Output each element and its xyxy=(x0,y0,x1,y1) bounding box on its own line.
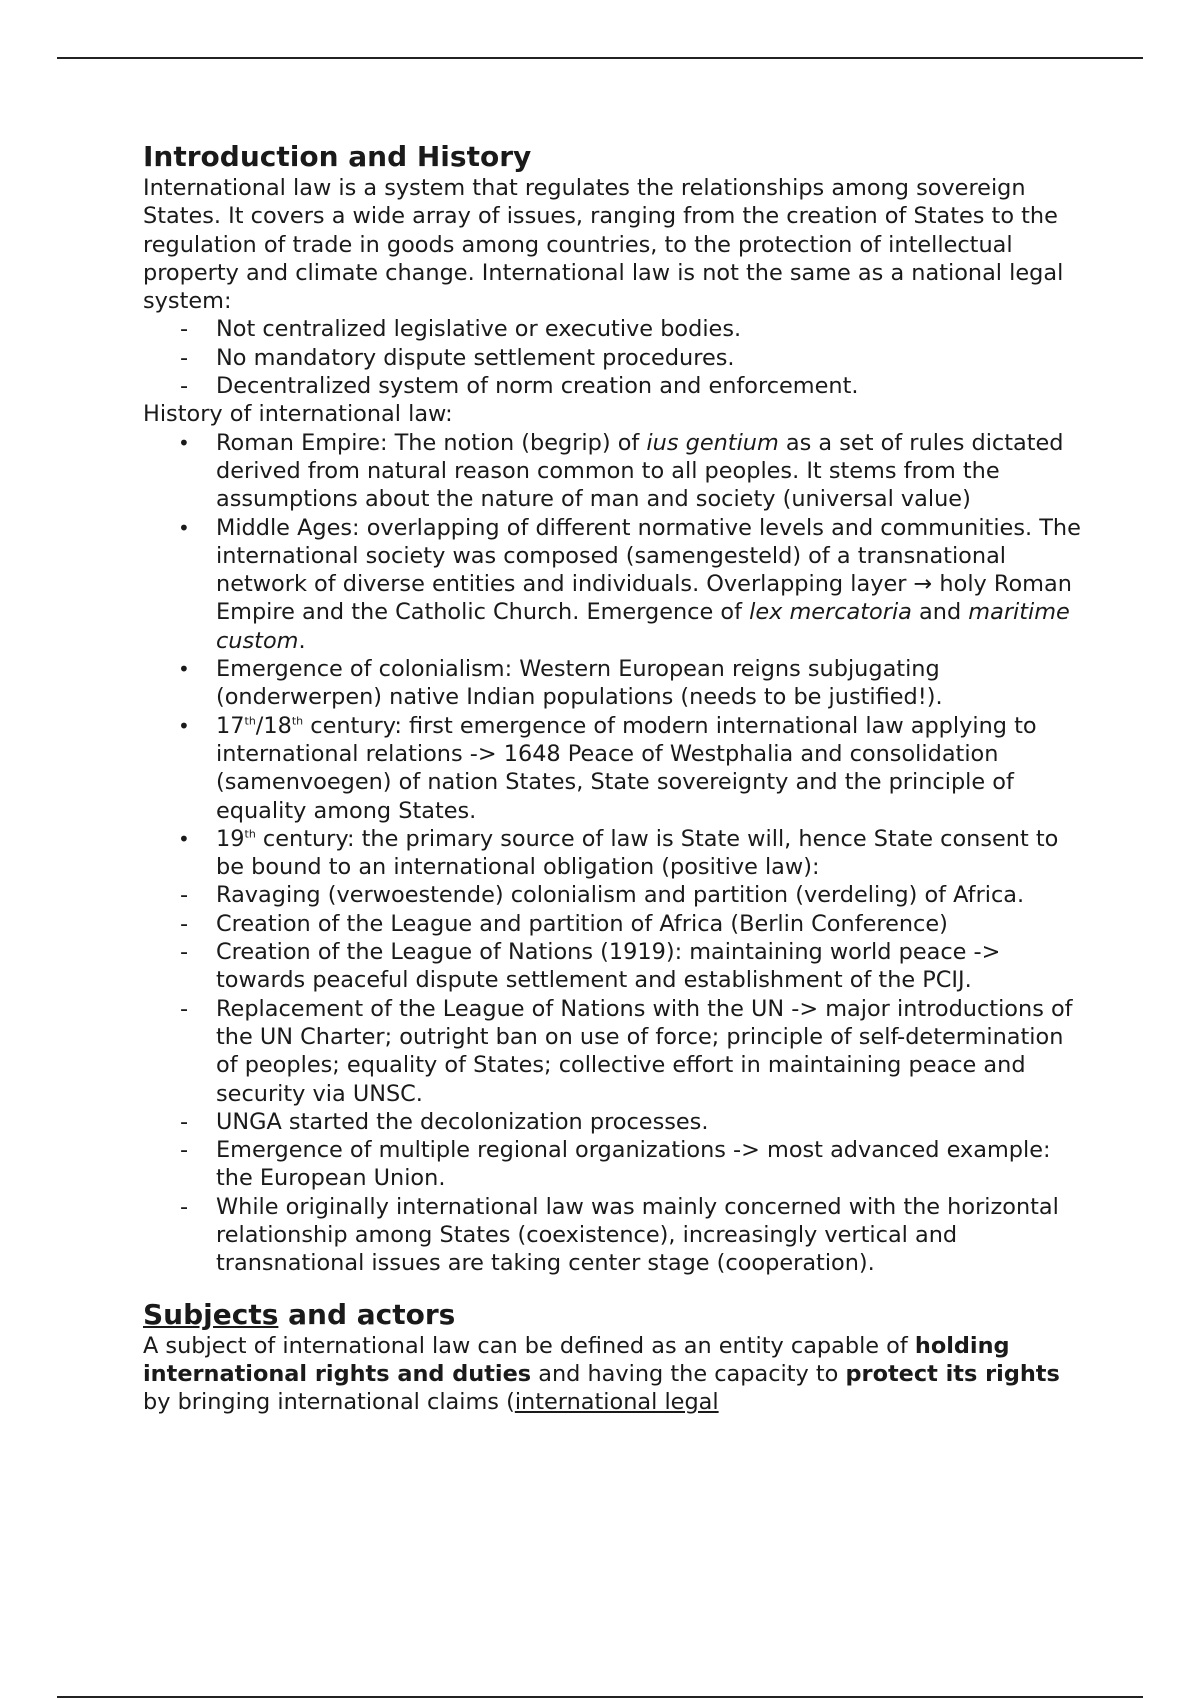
dash-marker: - xyxy=(180,995,189,1022)
text-run: as a set of rules dictated derived from natural reason common to all peoples. It stems from the assumptions about the nature of man and society (universal value) xyxy=(216,429,1064,513)
dash-marker: - xyxy=(180,910,189,937)
italic-term: maritime custom xyxy=(216,599,1070,654)
bullet-marker: • xyxy=(178,430,190,455)
list-item-text: No mandatory dispute settlement procedures. xyxy=(216,344,735,371)
list-item xyxy=(143,315,1083,343)
dash-marker: - xyxy=(180,1137,189,1164)
dash-marker: - xyxy=(180,316,189,343)
list-item-text: Replacement of the League of Nations with the UN -> major introductions of the UN Charter; outright ban on use of force; principle of self-determination of peoples; equality of States; collective effort in maintaining peace and security via UNSC. xyxy=(216,995,1073,1107)
text-run: 19 xyxy=(216,825,245,852)
dash-marker: - xyxy=(180,344,189,371)
dash-marker: - xyxy=(180,939,189,966)
history-label: History of international law: xyxy=(143,401,453,428)
bullet-roman-empire xyxy=(143,429,1083,514)
underlined-phrase: international legal xyxy=(514,1389,719,1416)
top-rule xyxy=(57,57,1143,59)
list-item xyxy=(143,1193,1083,1278)
subjects-paragraph xyxy=(143,1332,1083,1417)
list-item xyxy=(143,910,1083,938)
bullet-17th-18th-century xyxy=(143,712,1083,825)
bullet-marker: • xyxy=(178,826,190,851)
bottom-rule xyxy=(57,1696,1143,1698)
bullet-middle-ages xyxy=(143,514,1083,655)
list-item-text: Decentralized system of norm creation and enforcement. xyxy=(216,373,859,400)
list-item xyxy=(143,1136,1083,1193)
text-run: /18 xyxy=(255,712,292,739)
not-same-list xyxy=(143,315,1083,400)
text-run: and xyxy=(911,599,969,626)
superscript: th xyxy=(291,714,304,728)
list-item-text: Not centralized legislative or executive bodies. xyxy=(216,316,742,343)
list-item xyxy=(143,372,1083,400)
text-run: century: the primary source of law is State will, hence State consent to be bound to an international obligation (positive law): xyxy=(216,825,1059,881)
text-run: A subject of international law can be defined as an entity capable of xyxy=(143,1332,915,1359)
text-run: Middle Ages: overlapping of different normative levels and communities. The international society was composed (samengesteld) of a transnational network of diverse entities and individuals. Overlapping layer → holy Roman Empire and the Catholic Church. Emergence of xyxy=(216,514,1081,626)
bullet-marker: • xyxy=(178,657,190,682)
bullet-19th-century xyxy=(143,825,1083,882)
list-item xyxy=(143,938,1083,995)
list-item xyxy=(143,995,1083,1108)
list-item-text: UNGA started the decolonization processes. xyxy=(216,1108,709,1135)
italic-term: lex mercatoria xyxy=(749,599,912,626)
text-run: . xyxy=(298,627,306,654)
dash-marker: - xyxy=(180,1193,189,1220)
list-item-text: Ravaging (verwoestende) colonialism and partition (verdeling) of Africa. xyxy=(216,882,1025,909)
list-item-text: Emergence of multiple regional organizations -> most advanced example: the European Union. xyxy=(216,1137,1051,1192)
list-item-text: Creation of the League and partition of Africa (Berlin Conference) xyxy=(216,910,948,937)
italic-term: ius gentium xyxy=(646,429,779,456)
bullet-marker: • xyxy=(178,713,190,738)
superscript: th xyxy=(244,714,256,728)
text-run: by bringing international claims ( xyxy=(143,1389,515,1416)
bold-phrase: holding international rights and duties xyxy=(143,1332,1010,1387)
list-item xyxy=(143,881,1083,909)
text-run: Emergence of colonialism: Western European reigns subjugating (onderwerpen) native Indian populations (needs to be justified!). xyxy=(216,656,943,711)
text-run: and having the capacity to xyxy=(531,1360,846,1387)
heading-rest: and actors xyxy=(278,1297,456,1331)
bullet-colonialism xyxy=(143,655,1083,712)
section-heading-subjects xyxy=(143,1298,1083,1332)
superscript: th xyxy=(244,827,256,841)
dash-marker: - xyxy=(180,882,189,909)
text-run: Roman Empire: The notion (begrip) of xyxy=(216,429,647,456)
list-item xyxy=(143,344,1083,372)
history-bullet-list xyxy=(143,429,1083,882)
text-run: 17 xyxy=(216,712,245,739)
document-body xyxy=(143,140,1083,1416)
heading-underlined-word: Subjects xyxy=(143,1297,279,1331)
text-run: century: first emergence of modern international law applying to international relations -> 1648 Peace of Westphalia and consolidation (samenvoegen) of nation States, State sovereignty and the principle of equality among States. xyxy=(216,712,1037,824)
bold-phrase: protect its rights xyxy=(845,1360,1060,1387)
dash-marker: - xyxy=(180,373,189,400)
dash-marker: - xyxy=(180,1108,189,1135)
list-item-text: While originally international law was mainly concerned with the horizontal relationship among States (coexistence), increasingly vertical and transnational issues are taking center stage (cooperation). xyxy=(216,1193,1059,1277)
bullet-marker: • xyxy=(178,515,190,540)
list-item-text: Creation of the League of Nations (1919): maintaining world peace -> towards peaceful dispute settlement and establishment of the PCIJ. xyxy=(216,939,1001,994)
section-heading-introduction: Introduction and History xyxy=(143,140,532,173)
intro-paragraph: International law is a system that regulates the relationships among sovereign States. It covers a wide array of issues, ranging from the creation of States to the regulation of trade in goods among countries, to the protection of intellectual property and climate change. International law is not the same as a national legal system: xyxy=(143,175,1064,315)
history-dash-list xyxy=(143,881,1083,1277)
list-item xyxy=(143,1108,1083,1136)
